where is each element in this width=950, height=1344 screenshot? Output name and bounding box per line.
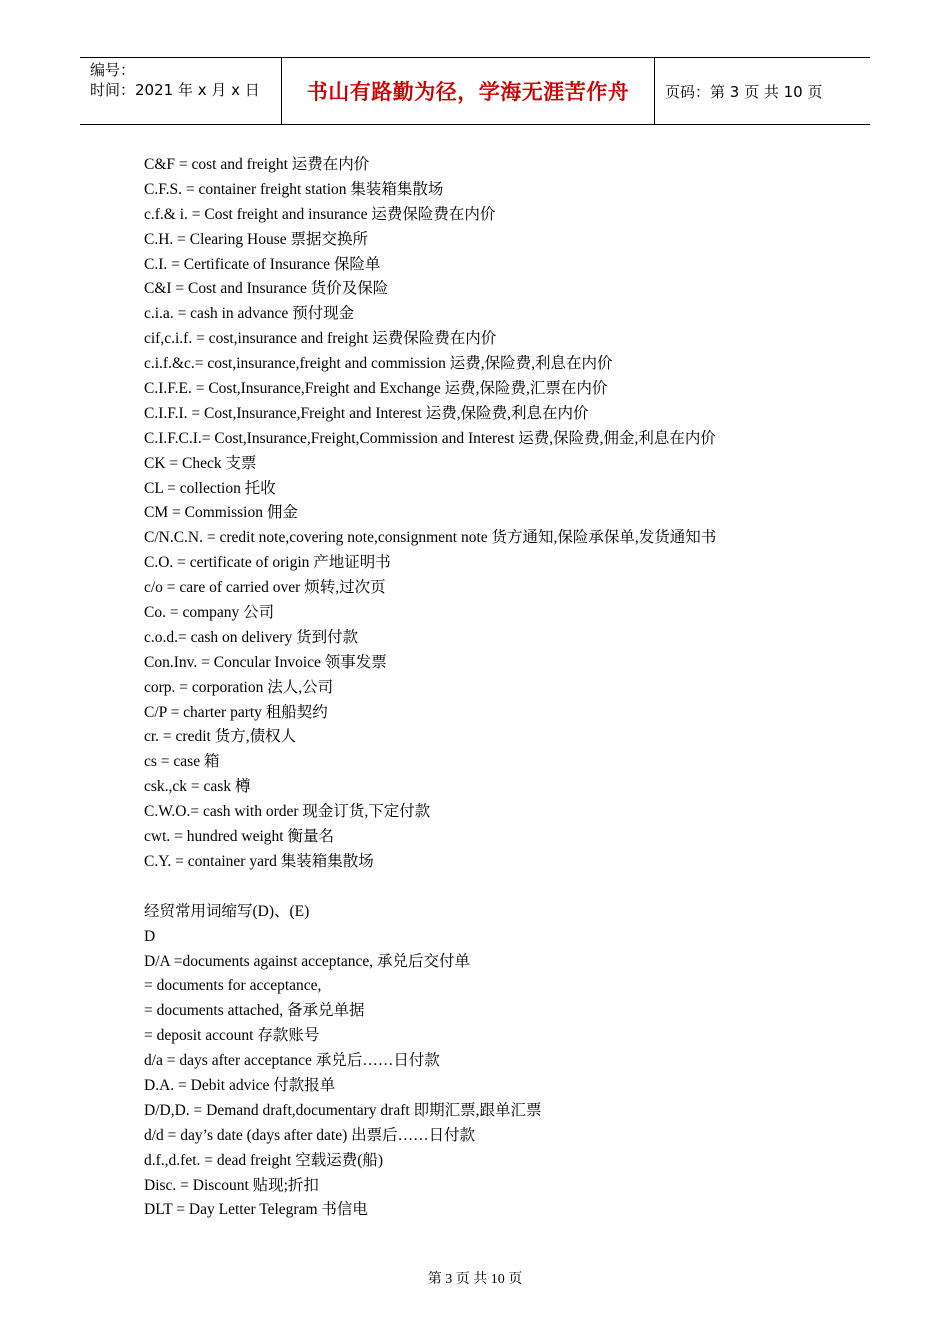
text-line: CM = Commission 佣金 — [144, 504, 298, 522]
text-line: C/P = charter party 租船契约 — [144, 703, 328, 721]
text-line: C.Y. = container yard 集装箱集散场 — [144, 852, 374, 870]
text-line: corp. = corporation 法人,公司 — [144, 678, 334, 696]
text-line: C.I.F.E. = Cost,Insurance,Freight and Exchange 运费,保险费,汇票在内价 — [144, 380, 608, 398]
text-line: cwt. = hundred weight 衡量名 — [144, 828, 334, 846]
text-line: = documents attached, 备承兑单据 — [144, 1002, 365, 1020]
text-line: cs = case 箱 — [144, 753, 220, 771]
text-line: c.f.& i. = Cost freight and insurance 运费保险费在内价 — [144, 205, 496, 223]
header-motto: 书山有路勤为径，学海无涯苦作舟 — [281, 58, 655, 124]
text-line: CK = Check 支票 — [144, 454, 257, 472]
header-page-number: 页码：第 3 页 共 10 页 — [665, 82, 823, 101]
text-line: CL = collection 托收 — [144, 479, 276, 497]
text-line: C.O. = certificate of origin 产地证明书 — [144, 554, 391, 572]
document-date: 时间：2021 年 x 月 x 日 — [90, 81, 260, 99]
text-line: 经贸常用词缩写(D)、(E) — [144, 902, 310, 920]
text-line: = deposit account 存款账号 — [144, 1027, 320, 1045]
text-line: c.i.f.&c.= cost,insurance,freight and commission 运费,保险费,利息在内价 — [144, 355, 613, 373]
text-line: cif,c.i.f. = cost,insurance and freight 运费保险费在内价 — [144, 330, 497, 348]
text-line: C/N.C.N. = credit note,covering note,consignment note 货方通知,保险承保单,发货通知书 — [144, 529, 717, 547]
abbreviation-list-c — [144, 153, 864, 875]
page-footer: 第 3 页 共 10 页 — [427, 1272, 523, 1287]
text-line: C&I = Cost and Insurance 货价及保险 — [144, 280, 389, 298]
text-line: d.f.,d.fet. = dead freight 空载运费(船) — [144, 1151, 384, 1169]
text-line: D/D,D. = Demand draft,documentary draft 即期汇票,跟单汇票 — [144, 1101, 542, 1119]
document-number-label: 编号： — [90, 61, 136, 79]
text-line: C.I.F.I. = Cost,Insurance,Freight and Interest 运费,保险费,利息在内价 — [144, 404, 589, 422]
text-line: c.i.a. = cash in advance 预付现金 — [144, 305, 355, 323]
text-line: C&F = cost and freight 运费在内价 — [144, 156, 370, 173]
text-line: DLT = Day Letter Telegram 书信电 — [144, 1201, 368, 1219]
text-line: c/o = care of carried over 烦转,过次页 — [144, 579, 386, 597]
text-line: cr. = credit 货方,债权人 — [144, 728, 297, 746]
text-line: d/a = days after acceptance 承兑后……日付款 — [144, 1052, 440, 1070]
text-line: Con.Inv. = Concular Invoice 领事发票 — [144, 653, 387, 671]
page-header — [80, 57, 870, 125]
text-line: Co. = company 公司 — [144, 604, 275, 622]
text-line: C.W.O.= cash with order 现金订货,下定付款 — [144, 803, 431, 821]
text-line: C.I.F.C.I.= Cost,Insurance,Freight,Commission and Interest 运费,保险费,佣金,利息在内价 — [144, 429, 716, 447]
abbreviation-list-d — [144, 900, 864, 1224]
document-body — [144, 153, 864, 1223]
text-line: C.H. = Clearing House 票据交换所 — [144, 230, 369, 248]
text-line: D — [144, 927, 156, 945]
text-line: C.I. = Certificate of Insurance 保险单 — [144, 255, 381, 273]
text-line: d/d = day’s date (days after date) 出票后……日付款 — [144, 1126, 476, 1144]
header-meta — [80, 58, 281, 124]
section-spacer — [144, 875, 864, 900]
text-line: csk.,ck = cask 樽 — [144, 778, 251, 796]
text-line: D/A =documents against acceptance, 承兑后交付单 — [144, 952, 470, 970]
text-line: C.F.S. = container freight station 集装箱集散场 — [144, 180, 444, 198]
text-line: = documents for acceptance, — [144, 977, 322, 995]
text-line: D.A. = Debit advice 付款报单 — [144, 1076, 336, 1094]
text-line: c.o.d.= cash on delivery 货到付款 — [144, 628, 359, 646]
text-line: Disc. = Discount 贴现;折扣 — [144, 1176, 319, 1194]
